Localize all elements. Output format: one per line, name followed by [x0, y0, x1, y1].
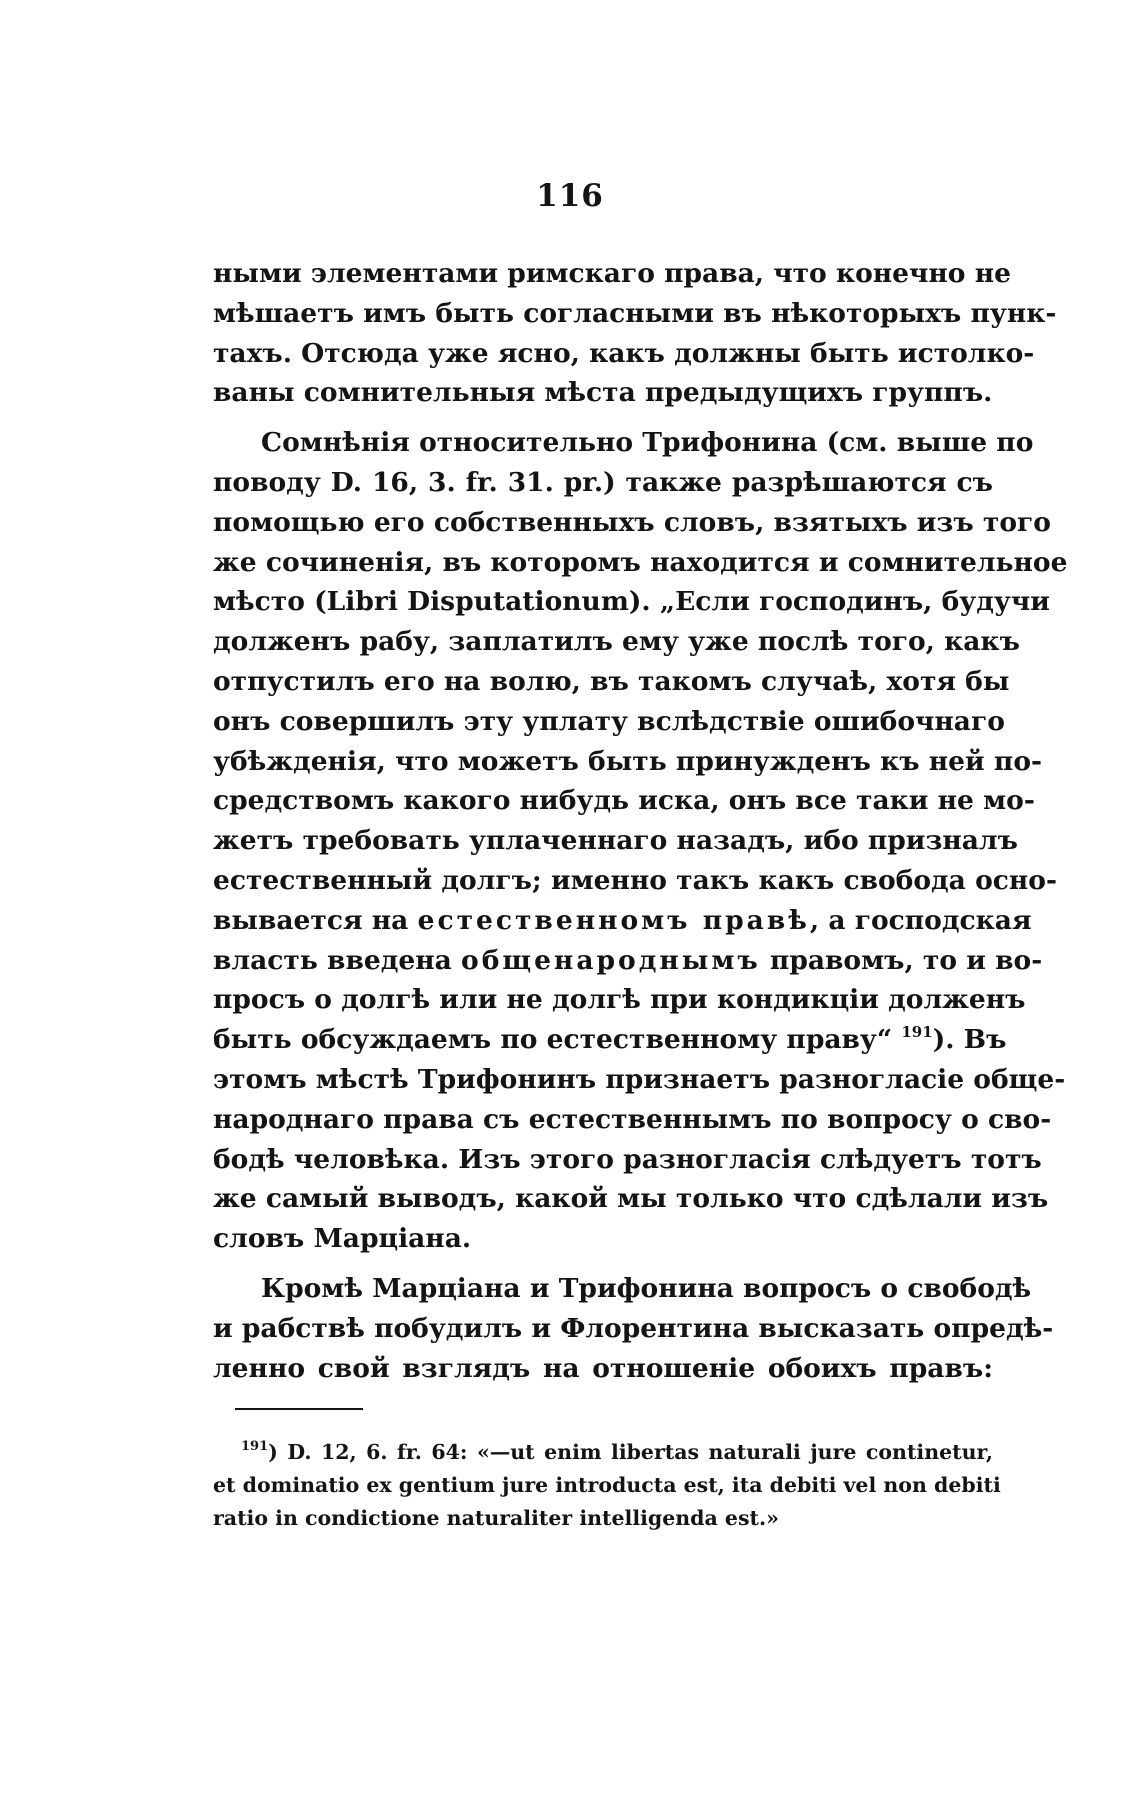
- text-line: ными элементами римскаго права, что конечно не: [213, 258, 1011, 289]
- text-line: этомъ мѣстѣ Трифонинъ признаетъ разногласіе обще-: [213, 1063, 1066, 1095]
- body-text: [213, 254, 1068, 1388]
- footnote-line: ratio in condictione naturaliter intelligenda est.»: [213, 1506, 779, 1530]
- text-line: средствомъ какого нибудь иска, онъ все таки не мо-: [213, 785, 1035, 817]
- text-segment: власть введена: [213, 944, 452, 976]
- text-line: ленно свой взглядъ на отношеніе обоихъ правъ:: [213, 1352, 993, 1384]
- text-line: поводу D. 16, 3. fr. 31. pr.) также разрѣшаются съ: [213, 466, 993, 498]
- text-line: естественный долгъ; именно такъ какъ свобода осно-: [213, 864, 1057, 896]
- paragraph-3: [213, 1269, 1054, 1388]
- page-number: 116: [536, 178, 604, 214]
- text-line: мѣсто (Libri Disputationum). „Если господинъ, будучи: [213, 586, 1050, 618]
- text-line: и рабствѣ побудилъ и Флорентина высказать опредѣ-: [213, 1312, 1054, 1344]
- paragraph-2: [213, 423, 1068, 1259]
- footnote-number: 191: [241, 1439, 269, 1454]
- text-segment: , а господская: [809, 904, 1032, 936]
- text-segment: правомъ, то и во-: [769, 944, 1043, 976]
- text-line: народнаго права съ естественнымъ по вопросу о сво-: [213, 1103, 1052, 1135]
- text-line: мѣшаетъ имъ быть согласными въ нѣкоторыхъ пунк-: [213, 297, 1057, 329]
- text-line: долженъ рабу, заплатилъ ему уже послѣ того, какъ: [213, 626, 1020, 658]
- emphasized-text: общенароднымъ: [461, 944, 761, 976]
- text-line: отпустилъ его на волю, въ такомъ случаѣ, хотя бы: [213, 665, 1010, 697]
- text-line: [213, 1020, 1007, 1060]
- footnote-separator: [235, 1408, 363, 1410]
- text-line: же самый выводъ, какой мы только что сдѣлали изъ: [213, 1183, 1049, 1215]
- text-line: жетъ требовать уплаченнаго назадъ, ибо призналъ: [213, 825, 1018, 857]
- text-line: просъ о долгѣ или не долгѣ при кондикціи долженъ: [213, 984, 1026, 1016]
- text-segment: ). Въ: [932, 1024, 1007, 1056]
- footnote: [213, 1436, 1001, 1535]
- text-line: убѣжденія, что можетъ быть принужденъ къ ней по-: [213, 745, 1042, 777]
- text-segment: ) D. 12, 6. fr. 64: «—ut enim libertas naturali jure continetur,: [268, 1440, 993, 1464]
- text-line: Кромѣ Марціана и Трифонина вопросъ о свободѣ: [261, 1272, 1032, 1304]
- text-line: [213, 901, 1032, 941]
- text-segment: вывается на: [213, 904, 409, 936]
- text-line: [213, 941, 1043, 981]
- text-line: словъ Марціана.: [213, 1223, 472, 1255]
- footnote-line: [213, 1436, 993, 1469]
- paragraph-1: [213, 254, 1057, 413]
- text-segment: быть обсуждаемъ по естественному праву“: [213, 1024, 893, 1056]
- text-line: бодѣ человѣка. Изъ этого разногласія слѣдуетъ тотъ: [213, 1143, 1042, 1175]
- text-line: же сочиненія, въ которомъ находится и сомнительное: [213, 546, 1068, 578]
- text-line: тахъ. Отсюда уже ясно, какъ должны быть истолко-: [213, 337, 1035, 369]
- text-line: помощью его собственныхъ словъ, взятыхъ изъ того: [213, 506, 1051, 538]
- emphasized-text: естественномъ правѣ: [417, 904, 810, 936]
- footnote-line: et dominatio ex gentium jure introducta est, ita debiti vel non debiti: [213, 1473, 1001, 1497]
- footnote-reference: 191: [901, 1023, 933, 1042]
- text-line: онъ совершилъ эту уплату вслѣдствіе ошибочнаго: [213, 705, 1005, 737]
- text-line: Сомнѣнія относительно Трифонина (см. выше по: [261, 427, 1034, 459]
- text-line: ваны сомнительныя мѣста предыдущихъ группъ.: [213, 377, 993, 409]
